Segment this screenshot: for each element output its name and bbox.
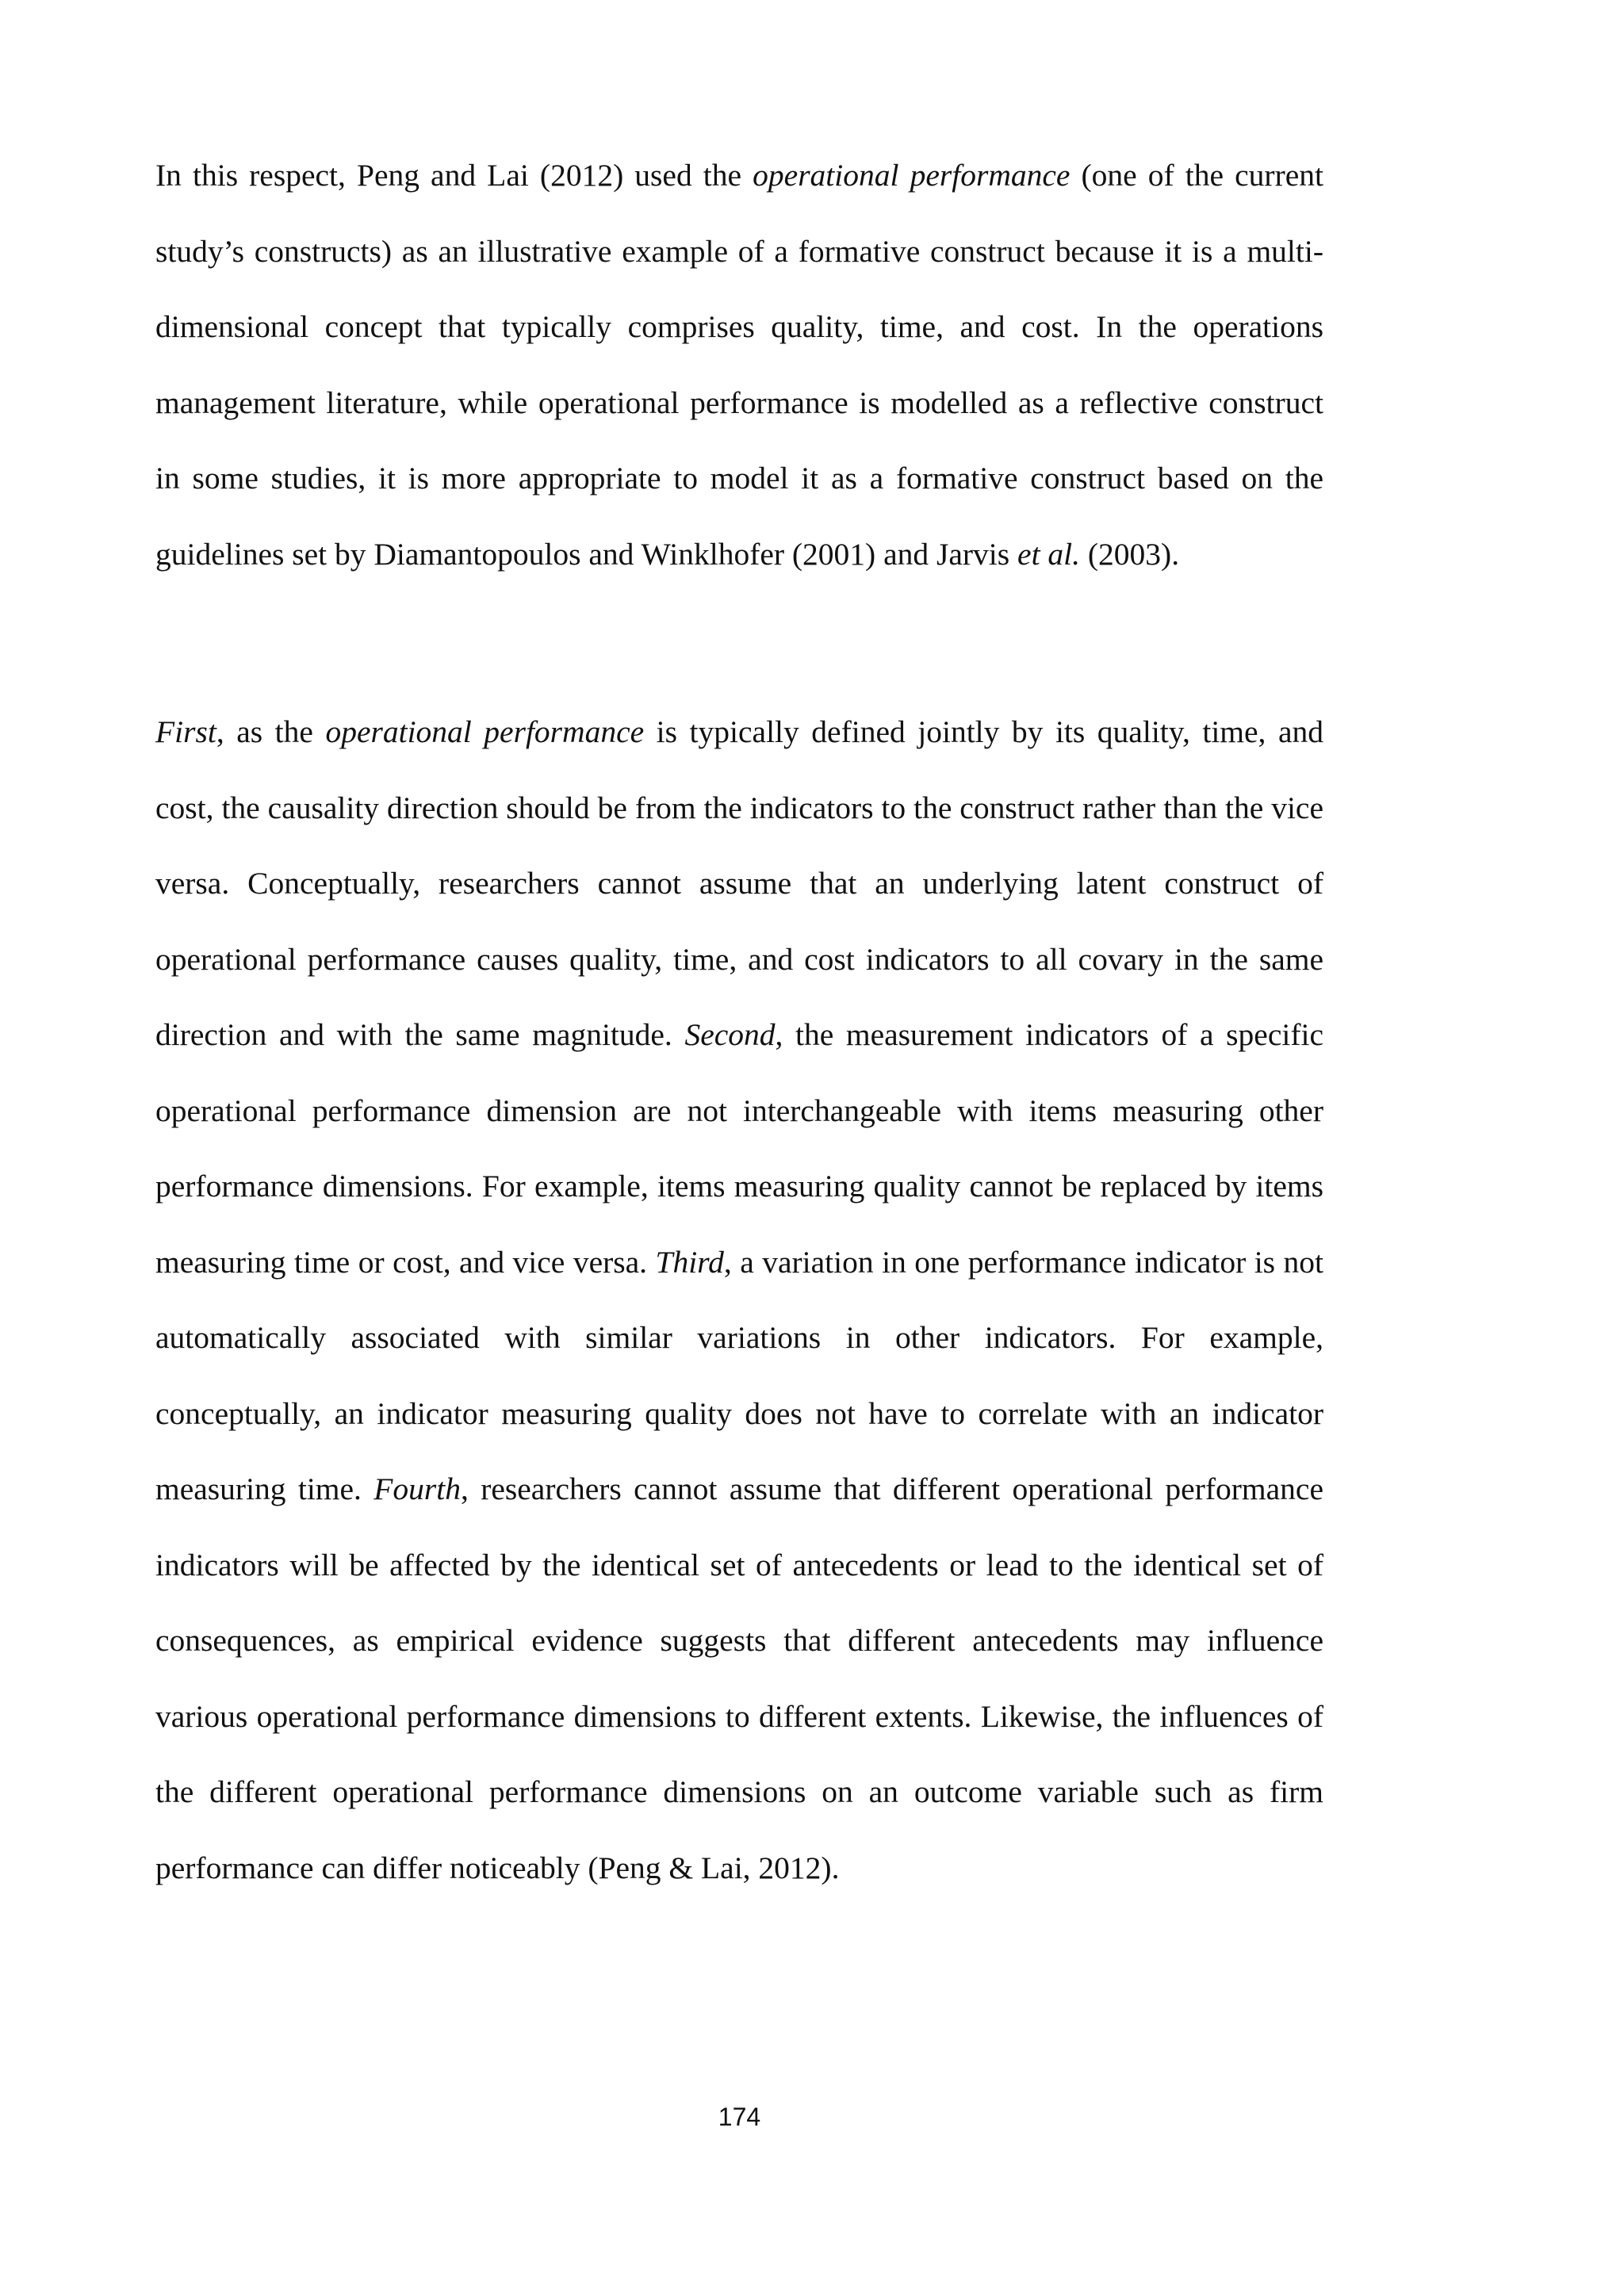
paragraph-2 (155, 695, 1323, 1906)
paragraph-2-run: is typically defined jointly by its quality, time, and cost, the causality direction should be from the indicators to the construct rather than the vice versa. Conceptually, researchers cannot assume that an underlying latent construct of operational performance causes quality, time, and cost indicators to all covary in the same direction and with the same magnitude. (155, 714, 1323, 1052)
paragraph-2-run: , as the (216, 714, 326, 749)
paragraph-1-run: (one of the current study’s constructs) as an illustrative example of a formative construct because it is a multi-dimensional concept that typically comprises quality, time, and cost. In the operations management literature, while operational performance is modelled as a reflective construct in some studies, it is more appropriate to model it as a formative construct based on the guidelines set by Diamantopoulos and Winklhofer (2001) and Jarvis (155, 158, 1323, 572)
emphasis-second: Second (684, 1017, 776, 1052)
emphasis-operational-performance: operational performance (753, 158, 1071, 193)
paragraph-1-run: In this respect, Peng and Lai (2012) used the (155, 158, 753, 193)
paragraph-1-text (155, 138, 1323, 592)
emphasis-first: First (155, 714, 216, 749)
paragraph-2-run: , a variation in one performance indicator is not automatically associated with similar variations in other indicators. For example, conceptually, an indicator measuring quality does not have to correlate with an indicator measuring time. (155, 1244, 1323, 1506)
paragraph-1 (155, 138, 1323, 592)
paragraph-1-run: (2003). (1080, 536, 1180, 572)
emphasis-operational-performance: operational performance (325, 714, 645, 749)
emphasis-third: Third (655, 1244, 724, 1280)
emphasis-et-al: et al. (1017, 536, 1081, 572)
page-number: 174 (718, 2103, 761, 2131)
emphasis-fourth: Fourth (373, 1471, 461, 1506)
paragraph-2-run: , researchers cannot assume that different operational performance indicators will be affected by the identical set of antecedents or lead to the identical set of consequences, as empirical evidence suggests that different antecedents may influence various operational performance dimensions to different extents. Likewise, the influences of the different operational performance dimensions on an outcome variable such as firm performance can differ noticeably (Peng & Lai, 2012). (155, 1471, 1323, 1885)
paragraph-2-text (155, 695, 1323, 1906)
paragraph-2-run: , the measurement indicators of a specific operational performance dimension are not interchangeable with items measuring other performance dimensions. For example, items measuring quality cannot be replaced by items measuring time or cost, and vice versa. (155, 1017, 1323, 1280)
